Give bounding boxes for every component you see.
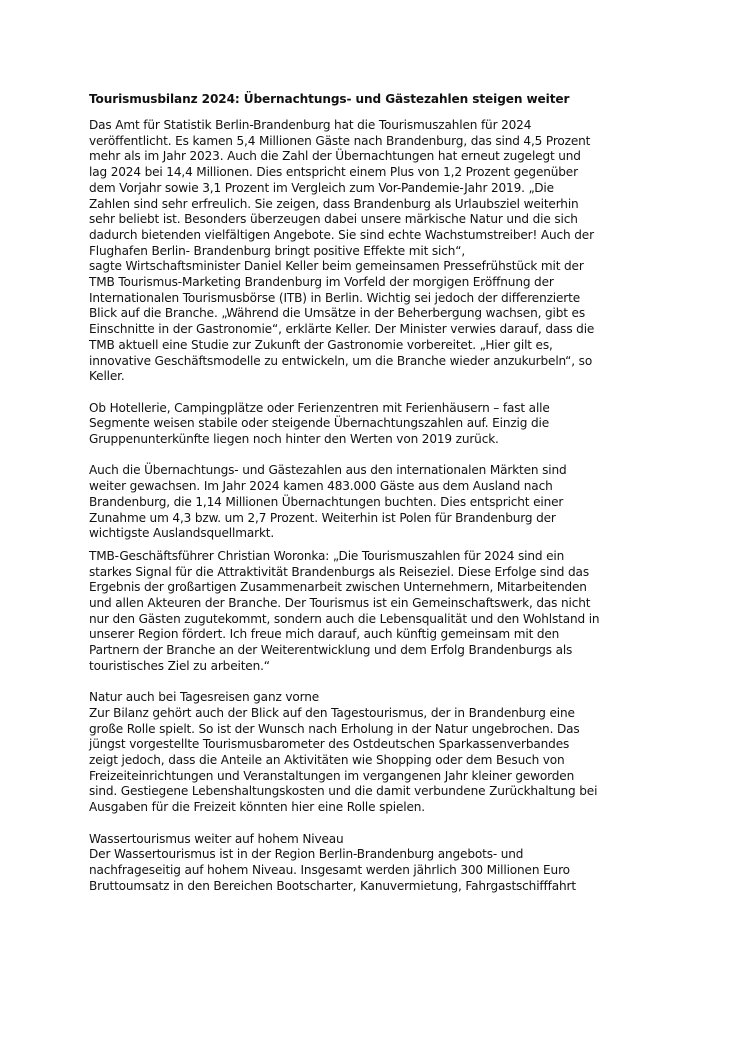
paragraph-water-tourism <box>89 832 669 895</box>
text-line: große Rolle spielt. So ist der Wunsch nach Erholung in der Natur ungebrochen. Das <box>89 721 580 736</box>
text-line: dem Vorjahr sowie 3,1 Prozent im Vergleich zum Vor-Pandemie-Jahr 2019. „Die <box>89 180 554 195</box>
text-line: Bruttoumsatz in den Bereichen Bootscharter, Kanuvermietung, Fahrgastschifffahrt <box>89 878 576 893</box>
text-line: nur den Gästen zugutekommt, sondern auch die Lebensqualität und den Wohlstand in <box>89 611 600 626</box>
text-line: wichtigste Auslandsquellmarkt. <box>89 526 275 541</box>
section-subheading: Wassertourismus weiter auf hohem Niveau <box>89 831 344 846</box>
paragraph-spacer <box>89 385 669 401</box>
text-line: mehr als im Jahr 2023. Auch die Zahl der Übernachtungen hat erneut zugelegt und <box>89 149 581 164</box>
text-line: und allen Akteuren der Branche. Der Tourismus ist ein Gemeinschaftswerk, das nicht <box>89 596 591 611</box>
document-page <box>89 92 669 894</box>
text-line: Partnern der Branche an der Weiterentwicklung und dem Erfolg Brandenburgs als <box>89 643 573 658</box>
text-line: Keller. <box>89 369 125 384</box>
text-line: unserer Region fördert. Ich freue mich darauf, auch künftig gemeinsam mit den <box>89 627 560 642</box>
text-line: Flughafen Berlin- Brandenburg bringt positive Effekte mit sich“, <box>89 243 466 258</box>
text-line: sind. Gestiegene Lebenshaltungskosten und die damit verbundene Zurückhaltung bei <box>89 784 598 799</box>
text-line: Blick auf die Branche. „Während die Umsätze in der Beherbergung wachsen, gibt es <box>89 306 585 321</box>
text-line: Zur Bilanz gehört auch der Blick auf den Tagestourismus, der in Brandenburg eine <box>89 705 575 720</box>
text-line: TMB aktuell eine Studie zur Zukunft der Gastronomie vorbereitet. „Hier gilt es, <box>89 337 553 352</box>
text-line: innovative Geschäftsmodelle zu entwickeln, um die Branche wieder anzukurbeln“, so <box>89 353 593 368</box>
text-line: Einschnitte in der Gastronomie“, erklärte Keller. Der Minister verwies darauf, dass die <box>89 322 595 337</box>
text-line: Das Amt für Statistik Berlin-Brandenburg hat die Tourismuszahlen für 2024 <box>89 118 532 132</box>
text-line: sagte Wirtschaftsminister Daniel Keller beim gemeinsamen Pressefrühstück mit der <box>89 259 584 274</box>
text-line: lag 2024 bei 14,4 Millionen. Dies entspricht einem Plus von 1,2 Prozent gegenüber <box>89 165 578 180</box>
text-line: Internationalen Tourismusbörse (ITB) in Berlin. Wichtig sei jedoch der differenzierte <box>89 290 580 305</box>
text-line: dadurch bietenden vielfältigen Angebote. Sie sind echte Wachstumstreiber! Auch der <box>89 227 594 242</box>
paragraph-spacer <box>89 816 669 832</box>
text-line: Gruppenunterkünfte liegen noch hinter den Werten von 2019 zurück. <box>89 432 499 447</box>
text-line: nachfrageseitig auf hohem Niveau. Insgesamt werden jährlich 300 Millionen Euro <box>89 862 570 877</box>
text-line: veröffentlicht. Es kamen 5,4 Millionen Gäste nach Brandenburg, das sind 4,5 Prozent <box>89 133 591 148</box>
document-title: Tourismusbilanz 2024: Übernachtungs- und Gästezahlen steigen weiter <box>89 92 570 106</box>
paragraph-tourism-figures <box>89 118 669 385</box>
paragraph-ceo-quote <box>89 549 669 675</box>
text-line: starkes Signal für die Attraktivität Brandenburgs als Reiseziel. Diese Erfolge sind das <box>89 564 589 579</box>
text-line: jüngst vorgestellte Tourismusbarometer des Ostdeutschen Sparkassenverbandes <box>89 737 570 752</box>
text-line: touristisches Ziel zu arbeiten.“ <box>89 658 270 673</box>
paragraph-spacer <box>89 675 669 691</box>
paragraph-spacer <box>89 448 669 464</box>
text-line: Ausgaben für die Freizeit könnten hier eine Rolle spielen. <box>89 800 426 815</box>
text-line: Ergebnis der großartigen Zusammenarbeit zwischen Unternehmern, Mitarbeitenden <box>89 580 587 595</box>
paragraph-spacer <box>89 542 669 549</box>
text-line: Zahlen sind sehr erfreulich. Sie zeigen, dass Brandenburg als Urlaubsziel weiterhin <box>89 196 579 211</box>
paragraph-segments <box>89 401 669 448</box>
text-line: zeigt jedoch, dass die Anteile an Aktivitäten wie Shopping oder dem Besuch von <box>89 753 565 768</box>
text-line: Freizeiteinrichtungen und Veranstaltungen im vergangenen Jahr kleiner geworden <box>89 768 575 783</box>
text-line: TMB-Geschäftsführer Christian Woronka: „Die Tourismuszahlen für 2024 sind ein <box>89 548 565 563</box>
text-line: Segmente weisen stabile oder steigende Übernachtungszahlen auf. Einzig die <box>89 416 550 431</box>
paragraph-day-trips <box>89 690 669 816</box>
text-line: TMB Tourismus-Marketing Brandenburg im Vorfeld der morgigen Eröffnung der <box>89 275 554 290</box>
section-subheading: Natur auch bei Tagesreisen ganz vorne <box>89 690 320 705</box>
text-line: Ob Hotellerie, Campingplätze oder Ferienzentren mit Ferienhäusern – fast alle <box>89 400 550 415</box>
text-line: Brandenburg, die 1,14 Millionen Übernachtungen buchten. Dies entspricht einer <box>89 494 564 509</box>
text-line: weiter gewachsen. Im Jahr 2024 kamen 483.000 Gäste aus dem Ausland nach <box>89 479 553 494</box>
text-line: Auch die Übernachtungs- und Gästezahlen aus den internationalen Märkten sind <box>89 463 567 478</box>
text-line: Zunahme um 4,3 bzw. um 2,7 Prozent. Weiterhin ist Polen für Brandenburg der <box>89 510 556 525</box>
text-line: sehr beliebt ist. Besonders überzeugen dabei unsere märkische Natur und die sich <box>89 212 578 227</box>
paragraph-international-markets <box>89 463 669 542</box>
text-line: Der Wassertourismus ist in der Region Berlin-Brandenburg angebots- und <box>89 847 524 862</box>
